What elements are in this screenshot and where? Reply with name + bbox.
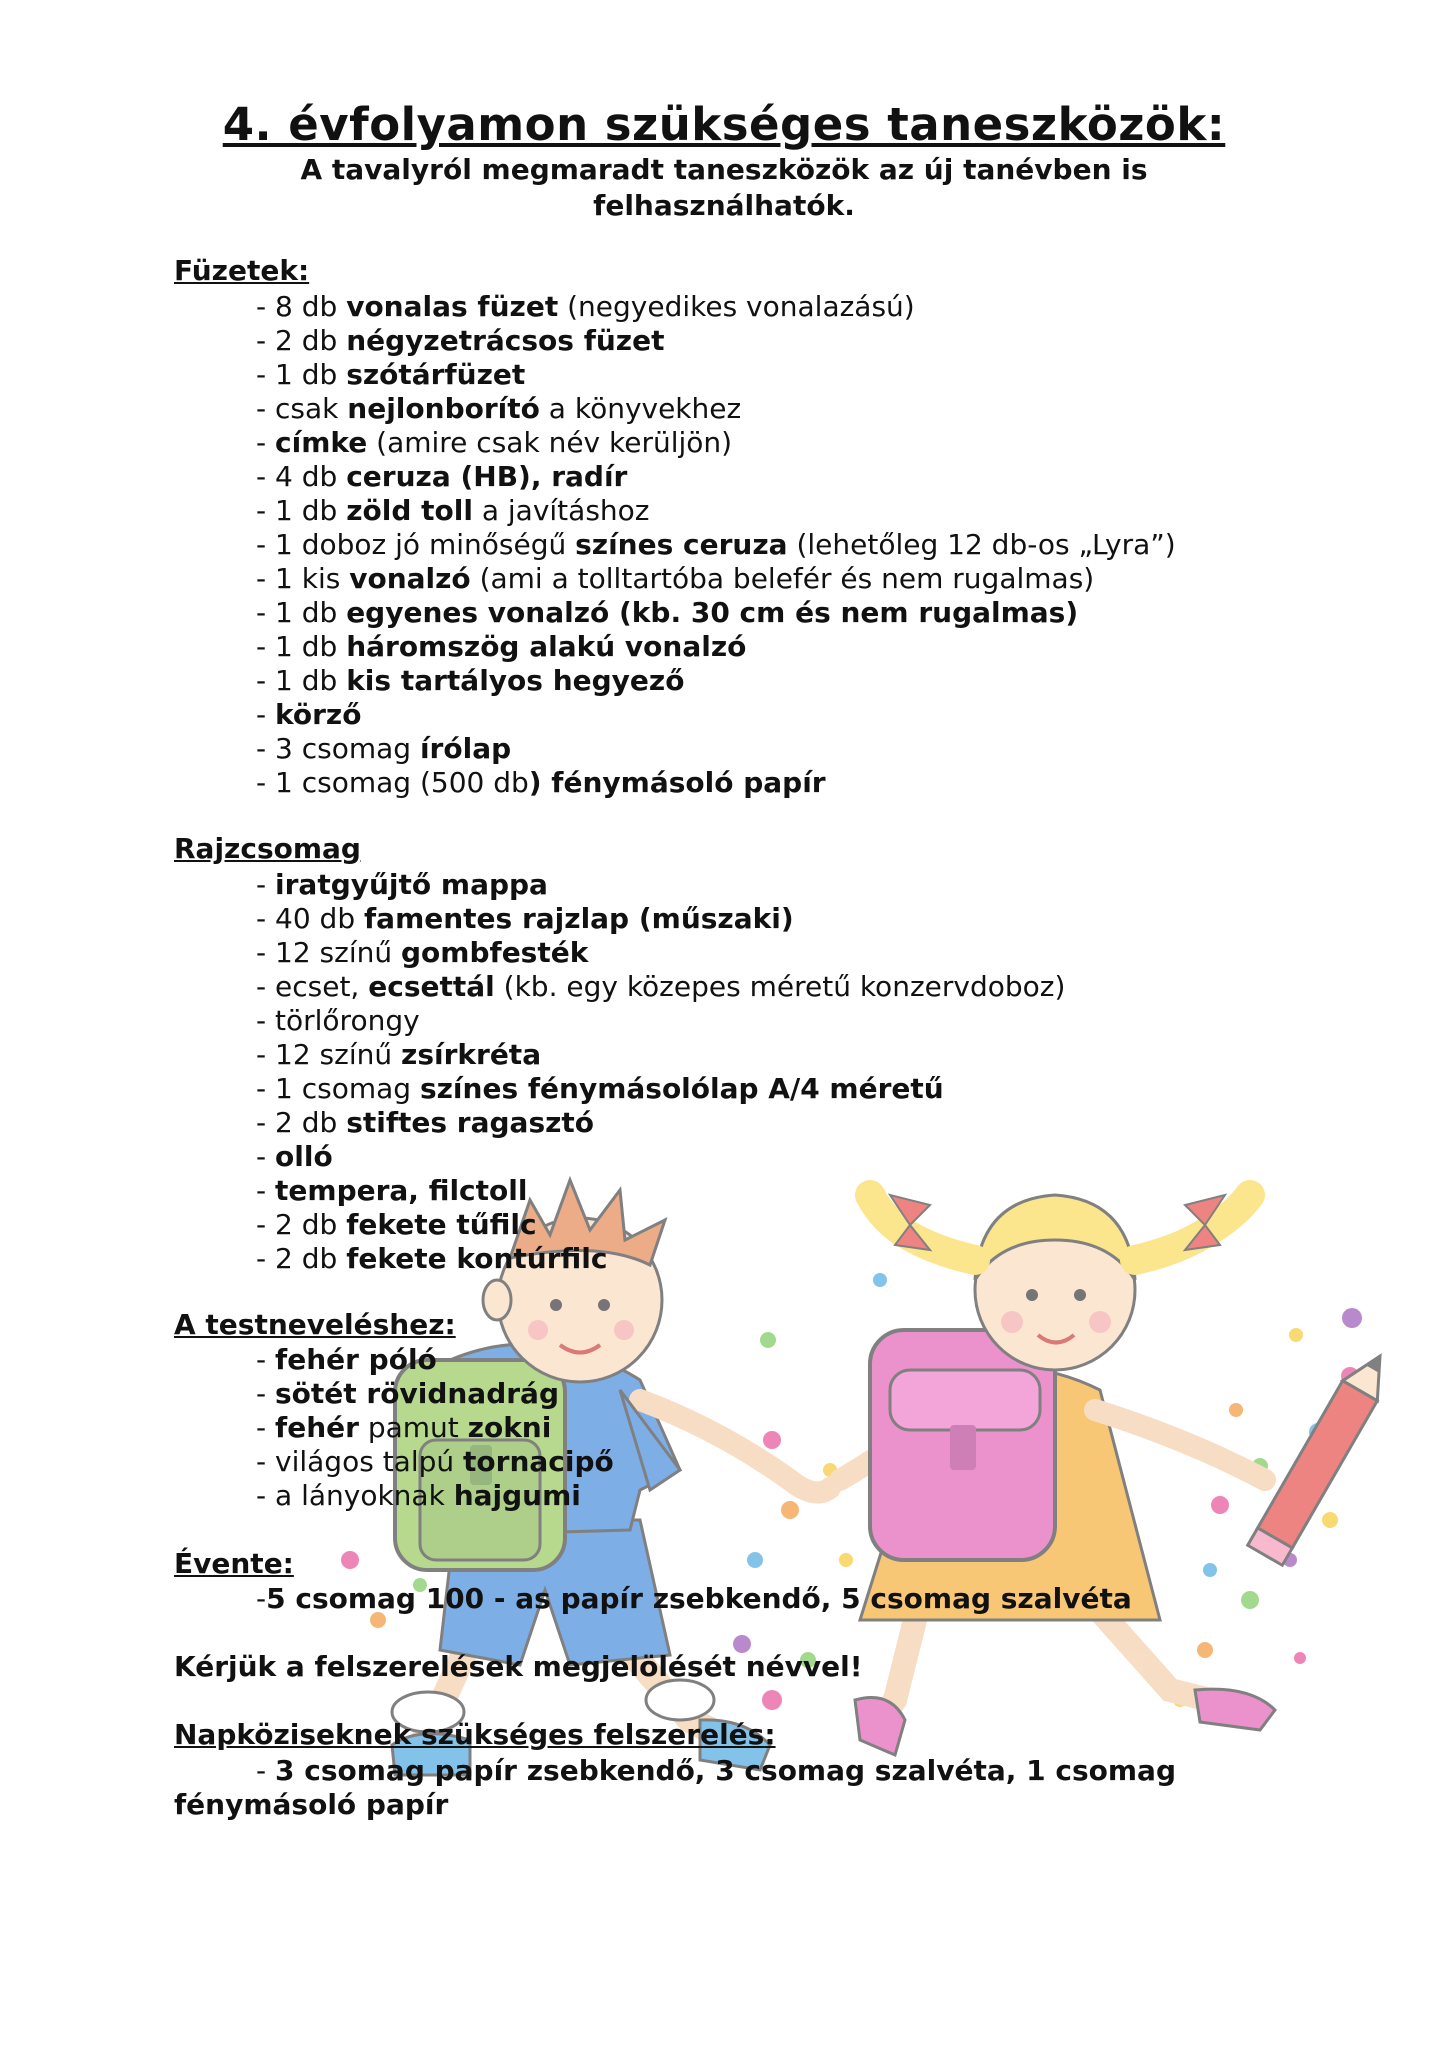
list-dash: - bbox=[256, 1242, 276, 1275]
list-item-text: 1 db bbox=[275, 494, 347, 527]
list-item-text: a könyvekhez bbox=[539, 392, 742, 425]
list-item bbox=[256, 1582, 1132, 1616]
list-dash: - bbox=[256, 970, 276, 1003]
list-item bbox=[256, 970, 1065, 1004]
list-dash: - bbox=[256, 1479, 276, 1512]
list-item-bold-text: egyenes vonalzó (kb. 30 cm és nem rugalmas) bbox=[346, 596, 1079, 629]
list-item bbox=[256, 1377, 614, 1411]
list-item-bold-text: szótárfüzet bbox=[346, 358, 526, 391]
list-item bbox=[256, 1106, 1065, 1140]
list-item-bold-text: zsírkréta bbox=[401, 1038, 542, 1071]
list-dash: - bbox=[256, 1377, 276, 1410]
list-item-text: 8 db bbox=[275, 290, 347, 323]
list-item-text: ecset, bbox=[275, 970, 369, 1003]
list-dash: - bbox=[256, 1072, 276, 1105]
list-item bbox=[256, 528, 1176, 562]
list-dash: - bbox=[256, 1174, 276, 1207]
napkozi-item bbox=[174, 1754, 1234, 1822]
list-item-bold-text: zokni bbox=[467, 1411, 552, 1444]
list-dash: - bbox=[256, 664, 276, 697]
list-dash: - bbox=[256, 1106, 276, 1139]
list-item-bold-text: írólap bbox=[419, 732, 512, 765]
list-dash: - bbox=[256, 562, 276, 595]
list-item-bold-text: címke bbox=[275, 426, 368, 459]
list-item-text: 1 csomag (500 db bbox=[275, 766, 529, 799]
list-item bbox=[256, 1242, 1065, 1276]
page-subtitle: A tavalyról megmaradt taneszközök az új tanévben is felhasználhatók. bbox=[300, 153, 1148, 222]
list-item-bold-text: kis tartályos hegyező bbox=[346, 664, 685, 697]
list-dash: - bbox=[256, 528, 276, 561]
list-item bbox=[256, 358, 1176, 392]
list-item-bold-text: 5 csomag 100 - as papír zsebkendő, 5 csomag szalvéta bbox=[266, 1582, 1132, 1615]
list-item bbox=[256, 630, 1176, 664]
list-item-text: 3 csomag bbox=[275, 732, 420, 765]
list-dash: - bbox=[256, 936, 276, 969]
list-dash: - bbox=[256, 494, 276, 527]
list-dash: - bbox=[256, 1445, 276, 1478]
list-item-bold-text: hajgumi bbox=[453, 1479, 581, 1512]
list-item-bold-text: négyzetrácsos füzet bbox=[346, 324, 665, 357]
list-dash: - bbox=[256, 1004, 276, 1037]
list-item-bold-text: fehér póló bbox=[275, 1343, 437, 1376]
list-item bbox=[256, 1411, 614, 1445]
list-dash: - bbox=[256, 290, 276, 323]
list-item bbox=[256, 392, 1176, 426]
list-dash: - bbox=[256, 698, 276, 731]
list-item bbox=[256, 562, 1176, 596]
list-dash: - bbox=[256, 1140, 276, 1173]
list-item-text: (ami a tolltartóba belefér és nem rugalmas) bbox=[470, 562, 1095, 595]
napkozi-heading-text: Napköziseknek szükséges felszerelés bbox=[174, 1718, 765, 1751]
napkozi-heading-colon: : bbox=[764, 1718, 776, 1751]
list-item-text: 2 db bbox=[275, 324, 347, 357]
list-item-bold-text: fehér bbox=[275, 1411, 359, 1444]
list-item-text: 1 kis bbox=[275, 562, 350, 595]
list-item bbox=[256, 1174, 1065, 1208]
list-item bbox=[256, 1208, 1065, 1242]
list-dash: - bbox=[256, 1411, 276, 1444]
list-dash: - bbox=[256, 596, 276, 629]
list-item-text: 1 doboz jó minőségű bbox=[275, 528, 576, 561]
list-item bbox=[256, 494, 1176, 528]
list-item-text: 40 db bbox=[275, 902, 364, 935]
girl-figure bbox=[840, 1195, 1397, 1755]
list-item bbox=[256, 596, 1176, 630]
testneveles-list bbox=[256, 1343, 614, 1513]
list-item-bold-text: zöld toll bbox=[346, 494, 473, 527]
list-item-text: 1 db bbox=[275, 596, 347, 629]
list-item-text: pamut bbox=[358, 1411, 468, 1444]
list-item bbox=[256, 1038, 1065, 1072]
list-dash: - bbox=[256, 358, 276, 391]
list-item bbox=[256, 324, 1176, 358]
page-title: 4. évfolyamon szükséges taneszközök: bbox=[222, 98, 1226, 151]
list-item-bold-text: olló bbox=[275, 1140, 333, 1173]
list-item bbox=[256, 426, 1176, 460]
list-item-text: a lányoknak bbox=[275, 1479, 454, 1512]
list-item bbox=[256, 868, 1065, 902]
list-dash: - bbox=[256, 766, 276, 799]
list-item-text: 12 színű bbox=[275, 1038, 402, 1071]
list-item-text: törlőrongy bbox=[275, 1004, 420, 1037]
list-item-text: csak bbox=[275, 392, 348, 425]
list-item bbox=[256, 290, 1176, 324]
list-item-text: 2 db bbox=[275, 1106, 347, 1139]
list-item-bold-text: stiftes ragasztó bbox=[346, 1106, 595, 1139]
list-item-text: (kb. egy közepes méretű konzervdoboz) bbox=[494, 970, 1066, 1003]
list-item-bold-text: vonalzó bbox=[349, 562, 471, 595]
list-item-bold-text: gombfesték bbox=[401, 936, 589, 969]
label-reminder-note: Kérjük a felszerelések megjelölését névvel! bbox=[174, 1650, 863, 1683]
list-item bbox=[256, 1072, 1065, 1106]
list-dash: - bbox=[256, 392, 276, 425]
list-item-text: 2 db bbox=[275, 1208, 347, 1241]
list-dash: - bbox=[256, 732, 276, 765]
list-item-bold-text: nejlonborító bbox=[347, 392, 540, 425]
list-item-bold-text: tempera, filctoll bbox=[275, 1174, 528, 1207]
list-item-bold-text: tornacipő bbox=[463, 1445, 614, 1478]
list-dash: - bbox=[256, 324, 276, 357]
list-item-bold-text: körző bbox=[275, 698, 362, 731]
list-item-bold-text: színes fénymásolólap A/4 méretű bbox=[419, 1072, 944, 1105]
list-item bbox=[256, 936, 1065, 970]
list-item-bold-text: színes ceruza bbox=[575, 528, 788, 561]
list-item-bold-text: iratgyűjtő mappa bbox=[275, 868, 548, 901]
list-dash: - bbox=[256, 1038, 276, 1071]
list-item-text: 2 db bbox=[275, 1242, 347, 1275]
list-item-text: (negyedikes vonalazású) bbox=[558, 290, 915, 323]
list-dash: - bbox=[256, 1343, 276, 1376]
list-item bbox=[256, 902, 1065, 936]
list-item-text: a javításhoz bbox=[472, 494, 650, 527]
section-heading-rajzcsomag: Rajzcsomag bbox=[174, 832, 361, 865]
list-dash: - bbox=[256, 1582, 267, 1615]
list-dash: - bbox=[256, 1754, 276, 1787]
list-item bbox=[256, 1479, 614, 1513]
list-item-text: 1 db bbox=[275, 358, 347, 391]
list-item bbox=[256, 1445, 614, 1479]
list-item-bold-text: ecsettál bbox=[368, 970, 495, 1003]
list-dash: - bbox=[256, 426, 276, 459]
list-item-text: 1 db bbox=[275, 664, 347, 697]
list-dash: - bbox=[256, 868, 276, 901]
list-item-bold-text: fekete kontúrfilc bbox=[346, 1242, 608, 1275]
section-heading-fuzetek: Füzetek: bbox=[174, 254, 310, 287]
list-item-bold-text: vonalas füzet bbox=[346, 290, 559, 323]
list-item-text: 12 színű bbox=[275, 936, 402, 969]
list-item-text: (lehetőleg 12 db-os „Lyra”) bbox=[787, 528, 1176, 561]
rajzcsomag-list bbox=[256, 868, 1065, 1276]
list-item-text: (amire csak név kerüljön) bbox=[367, 426, 733, 459]
list-item-bold-text: sötét rövidnadrág bbox=[275, 1377, 559, 1410]
list-item-text: világos talpú bbox=[275, 1445, 464, 1478]
section-heading-napkozi bbox=[174, 1718, 776, 1751]
list-item-bold-text: ) fénymásoló papír bbox=[528, 766, 826, 799]
list-item bbox=[256, 460, 1176, 494]
list-item-text: 4 db bbox=[275, 460, 347, 493]
list-item bbox=[256, 1343, 614, 1377]
list-item bbox=[256, 766, 1176, 800]
list-item bbox=[256, 698, 1176, 732]
section-heading-evente: Évente: bbox=[174, 1547, 294, 1580]
list-item bbox=[256, 664, 1176, 698]
section-heading-testneveles: A testneveléshez: bbox=[174, 1308, 456, 1341]
list-dash: - bbox=[256, 902, 276, 935]
list-item-bold-text: fekete tűfilc bbox=[346, 1208, 537, 1241]
fuzetek-list bbox=[256, 290, 1176, 800]
list-item bbox=[256, 732, 1176, 766]
list-item-text: 1 csomag bbox=[275, 1072, 420, 1105]
list-item bbox=[256, 1140, 1065, 1174]
list-item-bold-text: famentes rajzlap (műszaki) bbox=[364, 902, 794, 935]
list-item-bold-text: ceruza (HB), radír bbox=[346, 460, 628, 493]
list-dash: - bbox=[256, 630, 276, 663]
list-dash: - bbox=[256, 460, 276, 493]
napkozi-item-text: 3 csomag papír zsebkendő, 3 csomag szalvéta, 1 csomag fénymásoló papír bbox=[174, 1754, 1176, 1821]
list-item bbox=[256, 1004, 1065, 1038]
list-dash: - bbox=[256, 1208, 276, 1241]
evente-list bbox=[256, 1582, 1132, 1616]
list-item-bold-text: háromszög alakú vonalzó bbox=[346, 630, 747, 663]
list-item-text: 1 db bbox=[275, 630, 347, 663]
